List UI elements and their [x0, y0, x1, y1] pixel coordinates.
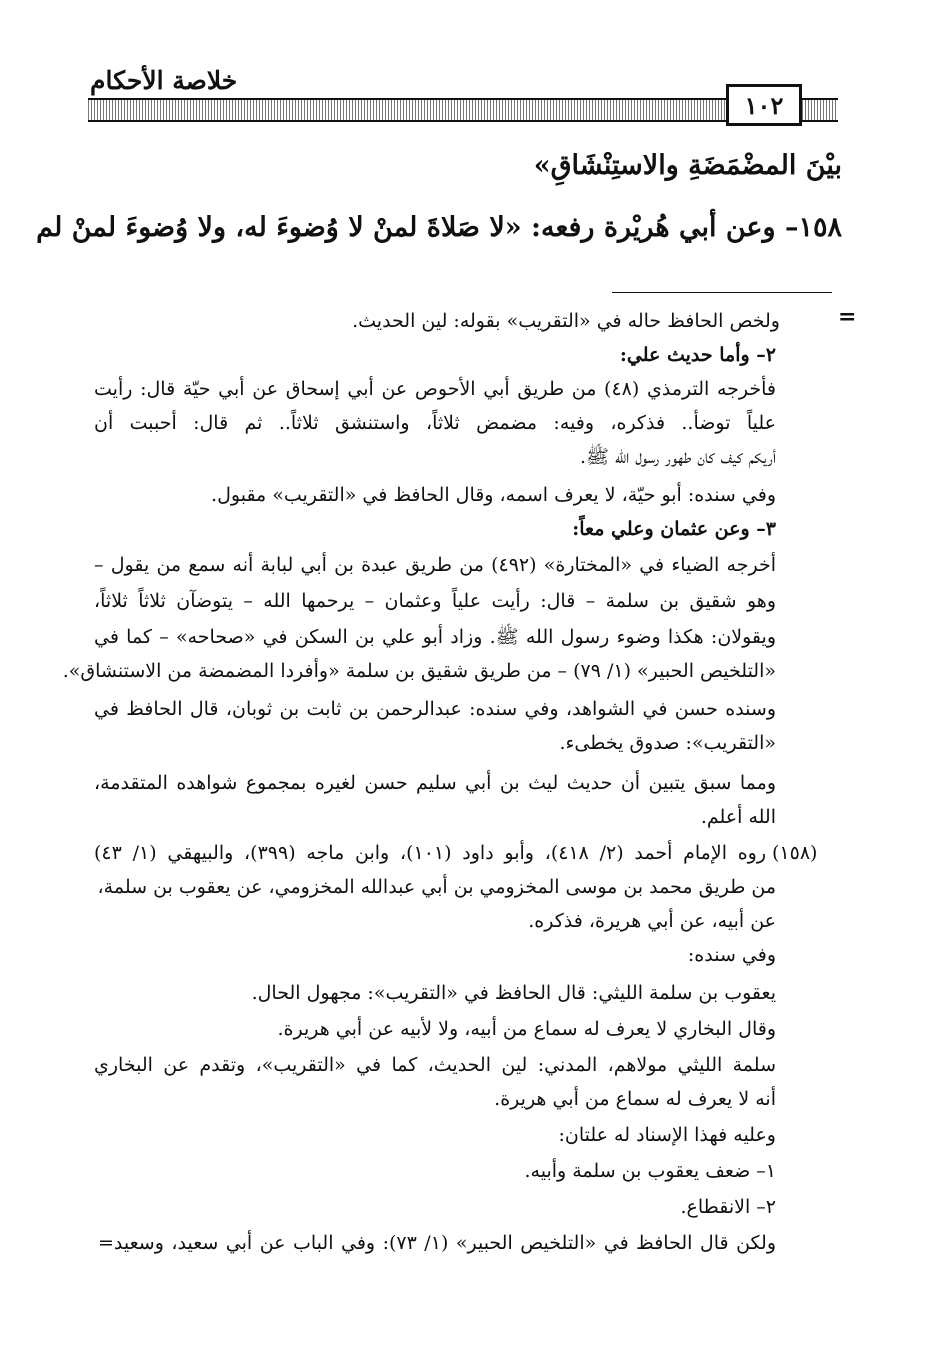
footnote-line: ١– ضعف يعقوب بن سلمة وأبيه. — [524, 1160, 776, 1182]
footnote-line: فأخرجه الترمذي (٤٨) من طريق أبي الأحوص عن أبي إسحاق عن أبي حيّة قال: رأيت — [94, 378, 776, 400]
footnote-line: ويقولان: هكذا وضوء رسول الله ﷺ. وزاد أبو علي بن السكن في «صحاحه» – كما في — [94, 626, 776, 648]
continuation-mark: = — [838, 304, 857, 330]
footnote-line: ٢– الانقطاع. — [680, 1196, 776, 1218]
footnote-line: «التقريب»: صدوق يخطىء. — [559, 732, 776, 754]
footnote-line: وسنده حسن في الشواهد، وفي سنده: عبدالرحمن بن ثابت بن ثوبان، قال الحافظ في — [94, 698, 776, 720]
footnote-line: ٣– وعن عثمان وعلي معاً: — [572, 518, 776, 540]
footnote-line: روه الإمام أحمد (٢/ ٤١٨)، وأبو داود (١٠١)، وابن ماجه (٣٩٩)، والبيهقي (١/ ٤٣) — [94, 842, 767, 864]
footnote-line: من طريق محمد بن موسى المخزومي بن أبي عبدالله المخزومي، عن يعقوب بن سلمة، — [97, 876, 776, 898]
footnote-line: ٢– وأما حديث علي: — [619, 344, 776, 366]
footnote-line: وقال البخاري لا يعرف له سماع من أبيه، ولا لأبيه عن أبي هريرة. — [277, 1018, 776, 1040]
footnote-line: عن أبيه، عن أبي هريرة، فذكره. — [528, 910, 776, 932]
footnote-line: أريكم كيف كان طهور رسول الله ﷺ. — [580, 446, 776, 468]
footnote-line: وفي سنده: أبو حيّة، لا يعرف اسمه، وقال الحافظ في «التقريب» مقبول. — [211, 484, 776, 506]
footnote-line: علياً توضأ.. فذكره، وفيه: مضمض ثلاثاً، واستنشق ثلاثاً.. ثم قال: أحببت أن — [94, 412, 776, 434]
footnote-ref-number: (١٥٨) — [772, 842, 818, 864]
footnote-line: أنه لا يعرف له سماع من أبي هريرة. — [494, 1088, 776, 1110]
footnote-line: يعقوب بن سلمة الليثي: قال الحافظ في «التقريب»: مجهول الحال. — [251, 982, 776, 1004]
footnote-separator — [612, 292, 832, 293]
footnote-line: ومما سبق يتبين أن حديث ليث بن أبي سليم حسن لغيره بمجموع شواهده المتقدمة، — [94, 772, 776, 794]
running-title: خلاصة الأحكام — [90, 66, 238, 95]
main-text-line-1: بيْنَ المضْمَضَةِ والاستِنْشَاقِ» — [533, 150, 842, 181]
footnote-line: وعليه فهذا الإسناد له علتان: — [558, 1124, 776, 1146]
footnote-line: وفي سنده: — [687, 944, 776, 966]
footnote-line: أخرجه الضياء في «المختارة» (٤٩٢) من طريق عبدة بن أبي لبابة أنه سمع من يقول – — [94, 554, 776, 576]
footnote-line: ولكن قال الحافظ في «التلخيص الحبير» (١/ ٧٣): وفي الباب عن أبي سعيد، وسعيد= — [98, 1232, 776, 1254]
main-text-line-2: ١٥٨– وعن أبي هُريْرة رفعه: «لا صَلاةَ لمنْ لا وُضوءَ له، ولا وُضوءَ لمنْ لم — [36, 212, 842, 243]
footnote-line: «التلخيص الحبير» (١/ ٧٩) – من طريق شقيق بن سلمة «وأفردا المضمضة من الاستنشاق». — [62, 660, 776, 682]
footnote-line: وهو شقيق بن سلمة – قال: رأيت علياً وعثمان – يرحمها الله – يتوضآن ثلاثاً ثلاثاً، — [94, 590, 776, 612]
page-number: ١٠٢ — [726, 84, 802, 126]
footnote-line: سلمة الليثي مولاهم، المدني: لين الحديث، كما في «التقريب»، وتقدم عن البخاري — [94, 1054, 776, 1076]
footnote-line: الله أعلم. — [700, 806, 776, 828]
footnote-line: ولخص الحافظ حاله في «التقريب» بقوله: لين الحديث. — [352, 310, 780, 332]
